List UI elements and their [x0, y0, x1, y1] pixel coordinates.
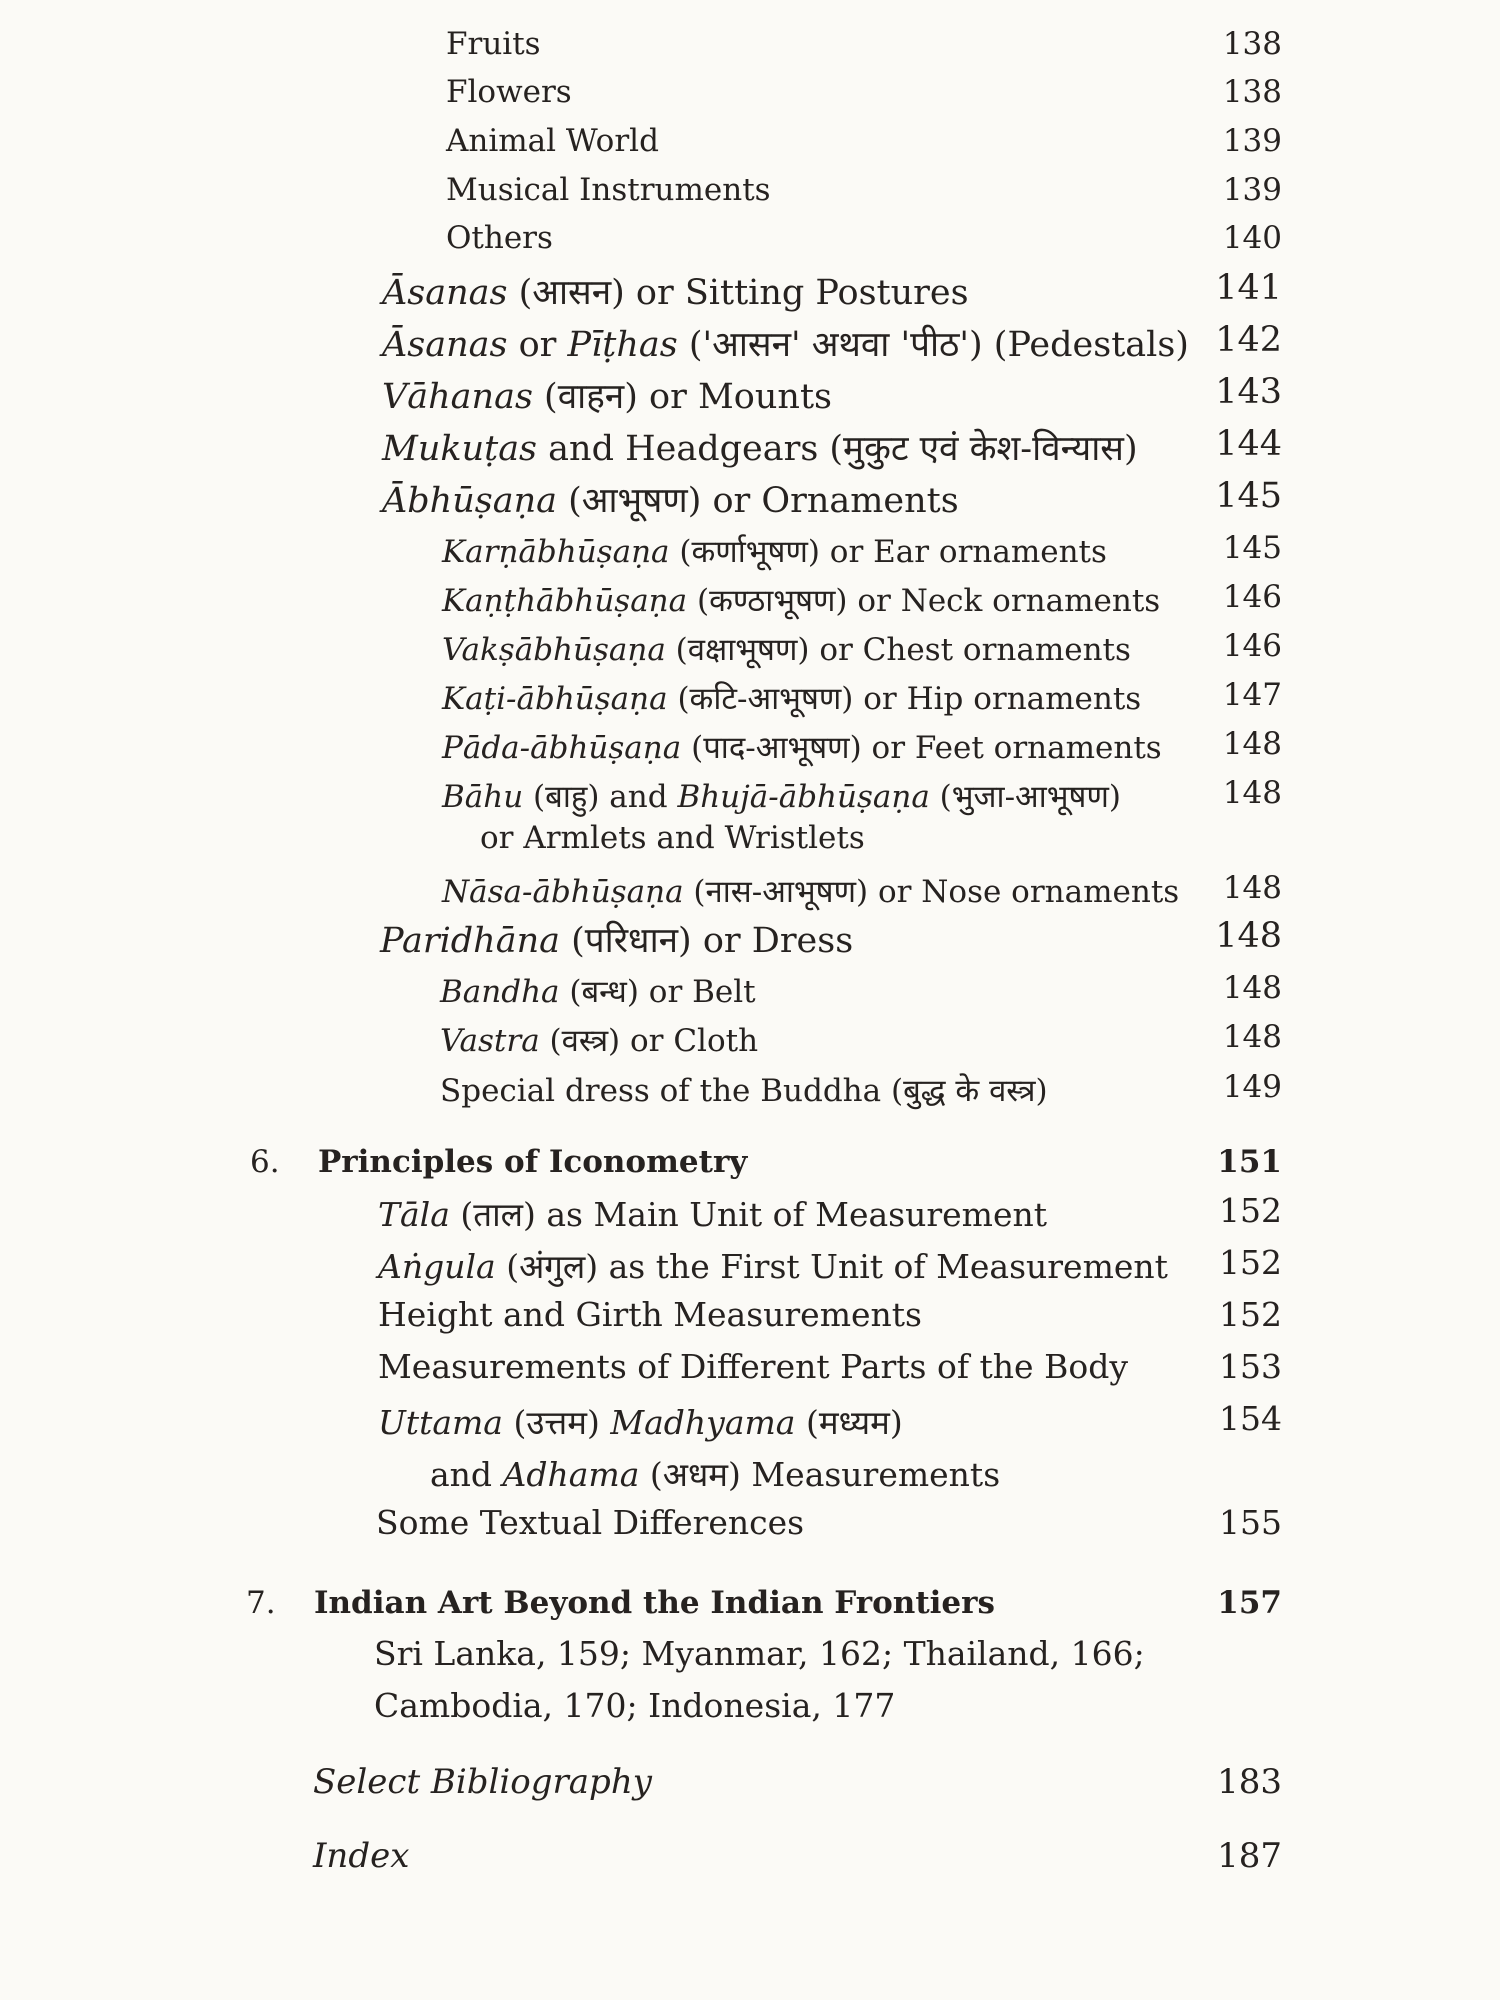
toc-text: (कटि-आभूषण) or Hip ornaments	[667, 681, 1142, 717]
page-number: 152	[1219, 1191, 1282, 1230]
toc-text: and Headgears (मुकुट एवं केश-विन्यास)	[537, 429, 1138, 469]
page-number: 148	[1222, 1019, 1282, 1055]
page-number: 148	[1222, 775, 1282, 811]
page-number: 151	[1217, 1144, 1282, 1180]
chapter-number: 7.	[246, 1585, 276, 1621]
chapter-title-7[interactable]: Indian Art Beyond the Indian Frontiers	[314, 1585, 995, 1621]
toc-term: Bandha	[440, 974, 560, 1010]
toc-countries-line: Sri Lanka, 159; Myanmar, 162; Thailand, 166;	[374, 1634, 1145, 1673]
page-number: 146	[1222, 579, 1282, 615]
page-number: 139	[1222, 172, 1282, 208]
toc-text: (वाहन) or Mounts	[532, 377, 832, 417]
toc-item-fruits[interactable]: Fruits	[446, 26, 541, 62]
toc-item-tala[interactable]	[378, 1191, 1047, 1236]
toc-term: Karṇābhūṣaṇa	[442, 534, 670, 570]
toc-term: Mukuṭas	[382, 429, 538, 469]
toc-item-body-parts-measurements[interactable]: Measurements of Different Parts of the Body	[378, 1347, 1128, 1386]
toc-item-nasa-abhusana[interactable]	[442, 870, 1179, 912]
toc-item-angula[interactable]	[378, 1243, 1168, 1288]
page-number: 149	[1222, 1069, 1282, 1105]
toc-term: Āsanas	[382, 273, 508, 313]
toc-text: (अंगुल) as the First Unit of Measurement	[495, 1247, 1168, 1286]
toc-text: (कर्णाभूषण) or Ear ornaments	[669, 534, 1107, 570]
toc-text: (परिधान) or Dress	[560, 921, 854, 961]
page-number: 144	[1215, 424, 1282, 464]
toc-term: Nāsa-ābhūṣaṇa	[442, 874, 684, 910]
toc-term: Vastra	[440, 1023, 540, 1059]
page-number: 148	[1222, 970, 1282, 1006]
toc-term: Pīṭhas	[567, 325, 678, 365]
page-number: 153	[1219, 1347, 1282, 1386]
toc-term: Kaṇṭhābhūṣaṇa	[442, 583, 688, 619]
toc-text: (पाद-आभूषण) or Feet ornaments	[681, 730, 1162, 766]
page-number: 187	[1217, 1836, 1282, 1876]
toc-text: (बाहु) and	[523, 779, 678, 815]
page-number: 157	[1217, 1585, 1282, 1621]
toc-text: (नास-आभूषण) or Nose ornaments	[683, 874, 1180, 910]
toc-term: Bāhu	[442, 779, 524, 815]
page-number: 141	[1215, 268, 1282, 308]
page-number: 138	[1222, 74, 1282, 110]
toc-item-vastra[interactable]	[440, 1019, 758, 1061]
toc-item-flowers[interactable]: Flowers	[446, 74, 572, 110]
toc-item-uttama-madhyama[interactable]	[378, 1399, 903, 1444]
page-number: 155	[1219, 1503, 1282, 1542]
toc-text: (अधम) Measurements	[639, 1455, 1001, 1494]
toc-term: Adhama	[502, 1455, 640, 1494]
toc-term: Madhyama	[610, 1403, 796, 1442]
toc-item-vaksabhusana[interactable]	[442, 628, 1131, 670]
toc-term: Ābhūṣaṇa	[382, 481, 557, 521]
toc-bibliography[interactable]: Select Bibliography	[313, 1762, 652, 1802]
toc-text: (कण्ठाभूषण) or Neck ornaments	[687, 583, 1161, 619]
toc-item-pada-abhusana[interactable]	[442, 726, 1162, 768]
page-number: 154	[1219, 1399, 1282, 1438]
toc-term: Uttama	[378, 1403, 503, 1442]
page-number: 146	[1222, 628, 1282, 664]
page-number: 143	[1215, 372, 1282, 412]
toc-text: (बन्ध) or Belt	[559, 974, 756, 1010]
toc-item-paridhana[interactable]	[380, 916, 853, 963]
toc-term: Paridhāna	[380, 921, 560, 961]
toc-countries-line: Cambodia, 170; Indonesia, 177	[374, 1686, 896, 1725]
toc-term: Pāda-ābhūṣaṇa	[442, 730, 682, 766]
chapter-number: 6.	[250, 1144, 280, 1180]
toc-term: Kaṭi-ābhūṣaṇa	[442, 681, 668, 717]
toc-text: (आभूषण) or Ornaments	[557, 481, 959, 521]
page-number: 183	[1217, 1762, 1282, 1802]
page-number: 139	[1222, 123, 1282, 159]
toc-item-special-dress-buddha[interactable]: Special dress of the Buddha (बुद्ध के वस्त्र)	[440, 1073, 1048, 1109]
page-number: 140	[1222, 220, 1282, 256]
toc-item-musical-instruments[interactable]: Musical Instruments	[446, 172, 771, 208]
toc-text: (मध्यम)	[795, 1403, 903, 1442]
page-number: 152	[1219, 1295, 1282, 1334]
toc-item-abhusana[interactable]	[382, 476, 959, 523]
page-number: 148	[1222, 870, 1282, 906]
toc-item-mukutas[interactable]	[382, 424, 1138, 471]
toc-item-kanthabhusana[interactable]	[442, 579, 1160, 621]
toc-item-bahu-bhuja-abhusana[interactable]	[442, 775, 1121, 817]
toc-item-animal-world[interactable]: Animal World	[446, 123, 659, 159]
toc-term: Vakṣābhūṣaṇa	[442, 632, 666, 668]
chapter-title-6[interactable]: Principles of Iconometry	[318, 1144, 748, 1180]
page-number: 152	[1219, 1243, 1282, 1282]
page-number: 147	[1222, 677, 1282, 713]
toc-term: Tāla	[378, 1195, 450, 1234]
page-number: 145	[1215, 476, 1282, 516]
toc-item-karnabhusana[interactable]	[442, 530, 1107, 572]
toc-item-textual-differences[interactable]: Some Textual Differences	[376, 1503, 805, 1542]
toc-item-vahanas[interactable]	[382, 372, 832, 419]
toc-text: and	[430, 1455, 503, 1494]
toc-item-continuation	[430, 1451, 1000, 1496]
toc-text: (आसन) or Sitting Postures	[507, 273, 969, 313]
toc-text: (उत्तम)	[502, 1403, 611, 1442]
toc-term: Aṅgula	[378, 1247, 496, 1286]
toc-text: (ताल) as Main Unit of Measurement	[449, 1195, 1048, 1234]
toc-term: Vāhanas	[382, 377, 533, 417]
toc-item-kati-abhusana[interactable]	[442, 677, 1141, 719]
toc-item-others[interactable]: Others	[446, 220, 553, 256]
page-number: 148	[1222, 726, 1282, 762]
toc-term: Bhujā-ābhūṣaṇa	[677, 779, 930, 815]
toc-index[interactable]: Index	[313, 1836, 410, 1876]
page-number: 148	[1215, 916, 1282, 956]
toc-text: (वक्षाभूषण) or Chest ornaments	[665, 632, 1131, 668]
page-number: 142	[1215, 320, 1282, 360]
toc-text: or	[507, 325, 568, 365]
toc-item-asanas-pithas[interactable]	[382, 320, 1189, 367]
toc-item-asanas-sitting-postures[interactable]	[382, 268, 969, 315]
toc-item-bandha[interactable]	[440, 970, 756, 1012]
toc-text: (वस्त्र) or Cloth	[539, 1023, 759, 1059]
toc-item-continuation: or Armlets and Wristlets	[480, 820, 865, 856]
toc-text: ('आसन' अथवा 'पीठ') (Pedestals)	[677, 325, 1189, 365]
page-number: 138	[1222, 26, 1282, 62]
page-number: 145	[1222, 530, 1282, 566]
toc-term: Āsanas	[382, 325, 508, 365]
toc-text: (भुजा-आभूषण)	[929, 779, 1121, 815]
toc-item-height-girth[interactable]: Height and Girth Measurements	[378, 1295, 922, 1334]
